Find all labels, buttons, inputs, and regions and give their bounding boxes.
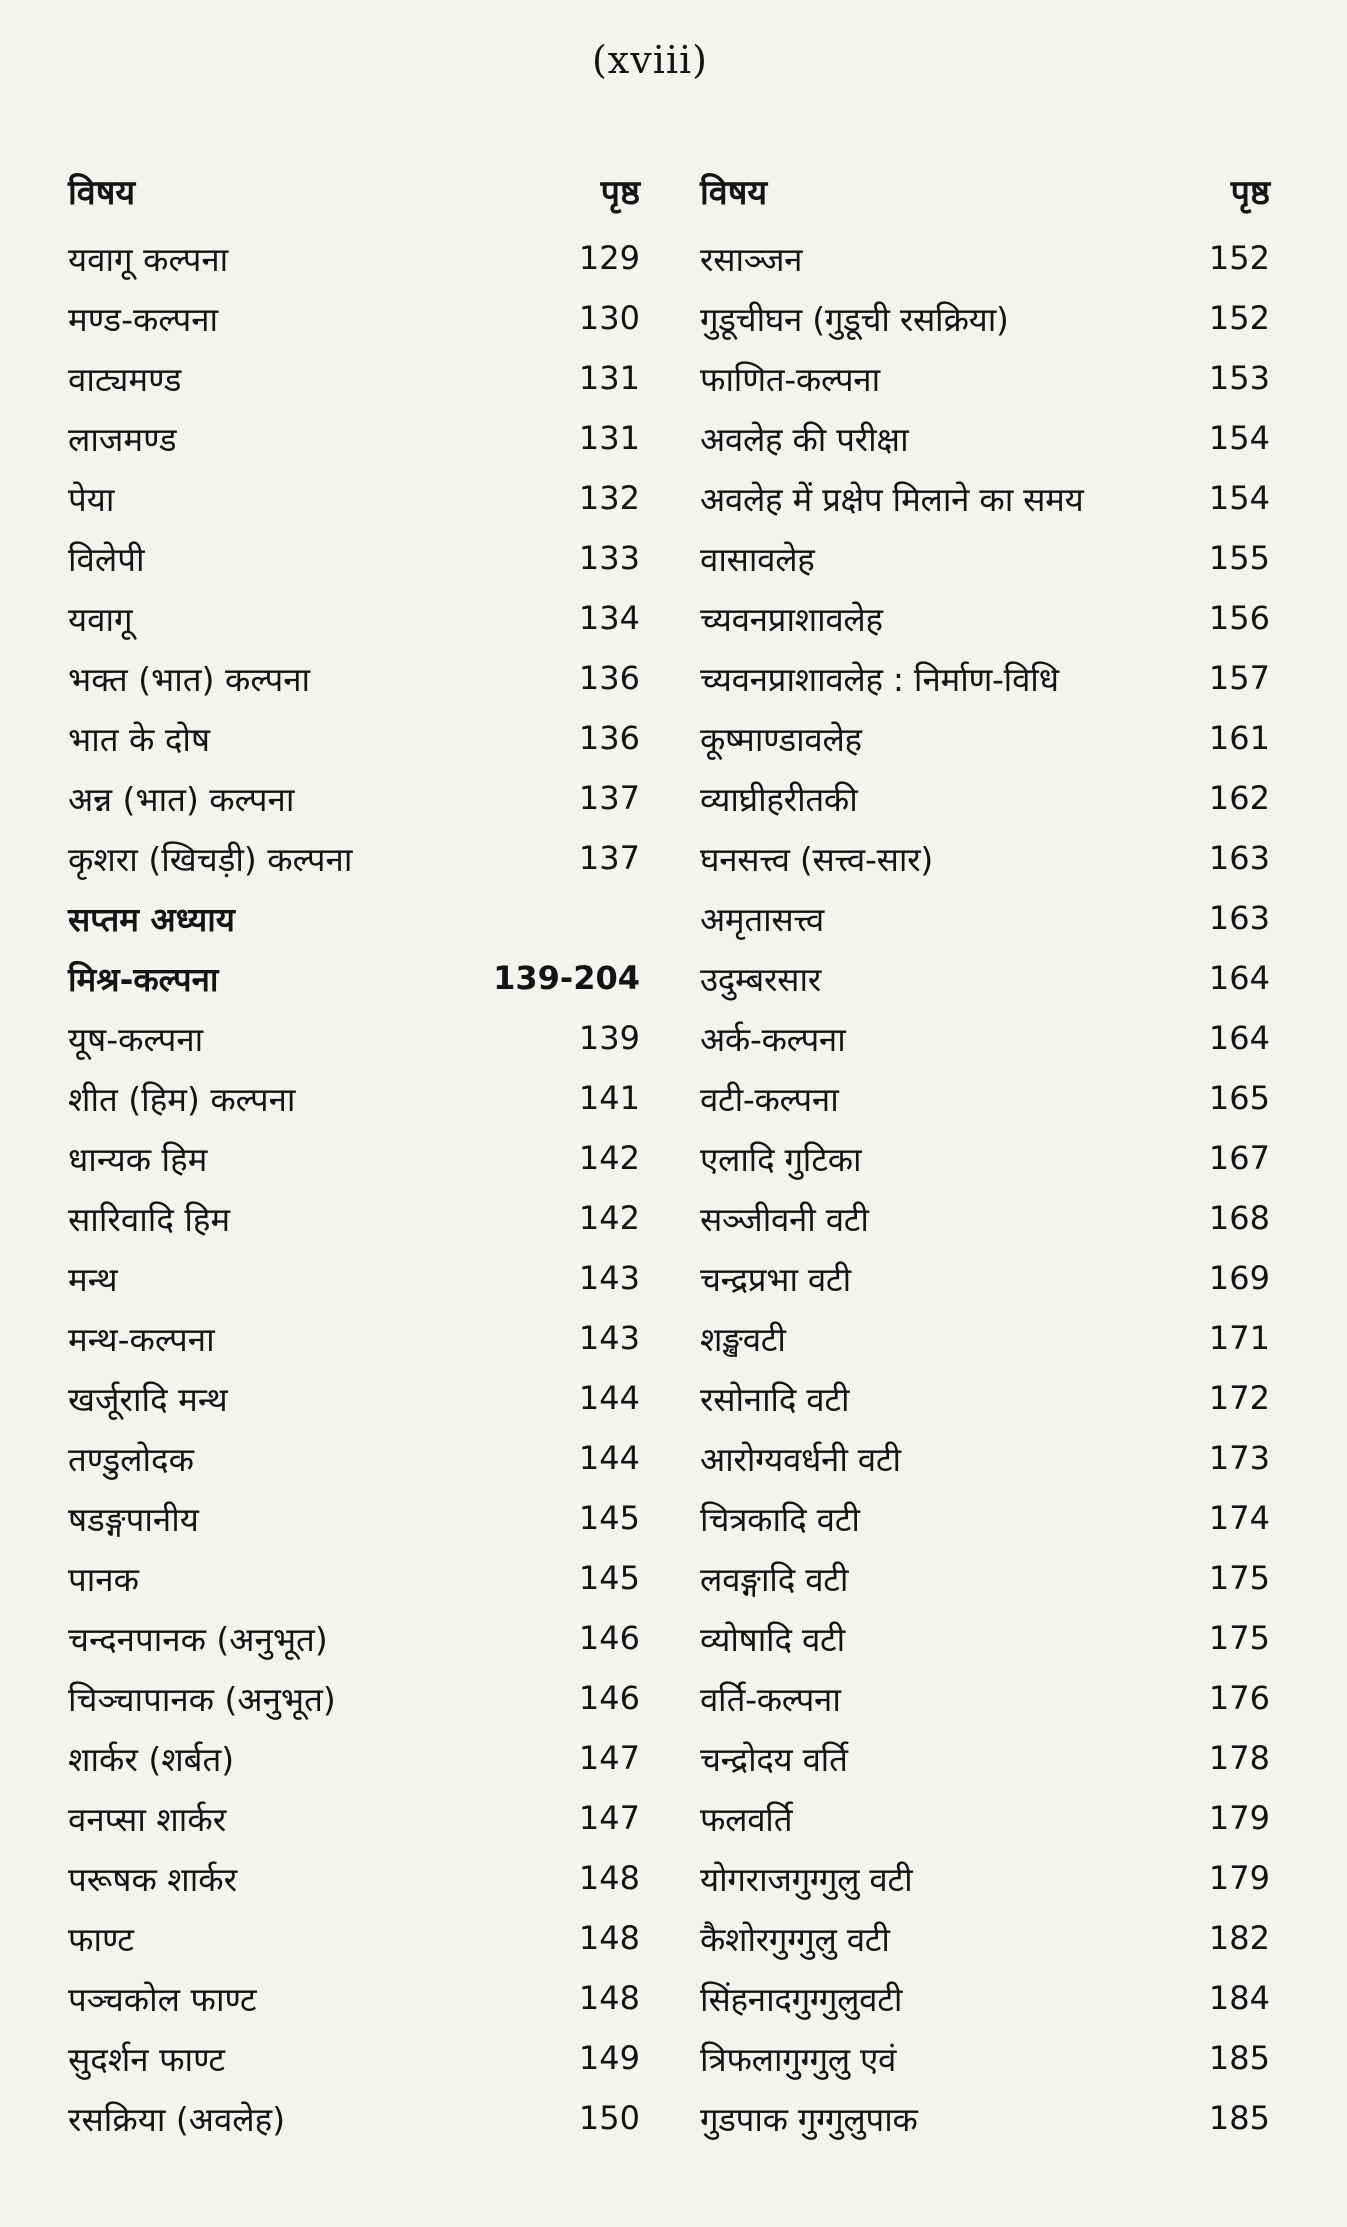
toc-row	[700, 948, 1270, 1008]
toc-row	[700, 588, 1270, 648]
toc-topic: भक्त (भात) कल्पना	[68, 659, 311, 699]
toc-row	[700, 1368, 1270, 1428]
toc-topic: व्याघ्रीहरीतकी	[700, 779, 858, 819]
toc-topic: चन्द्रप्रभा वटी	[700, 1259, 851, 1299]
toc-page-number: 154	[1208, 419, 1270, 457]
toc-row	[68, 288, 640, 348]
toc-row	[700, 1968, 1270, 2028]
toc-topic: परूषक शार्कर	[68, 1859, 238, 1899]
toc-page-number: 153	[1208, 359, 1270, 397]
toc-row	[68, 1668, 640, 1728]
toc-row	[700, 828, 1270, 888]
toc-page-number: 176	[1208, 1679, 1270, 1717]
toc-row	[700, 1308, 1270, 1368]
toc-topic: रसक्रिया (अवलेह)	[68, 2099, 286, 2139]
toc-topic: एलादि गुटिका	[700, 1139, 862, 1179]
toc-row	[700, 1068, 1270, 1128]
toc-row	[700, 1668, 1270, 1728]
toc-page-number: 137	[578, 779, 640, 817]
toc-topic: तण्डुलोदक	[68, 1439, 194, 1479]
toc-row	[700, 228, 1270, 288]
toc-topic: लाजमण्ड	[68, 419, 177, 459]
toc-row	[700, 708, 1270, 768]
toc-page-number: 152	[1208, 299, 1270, 337]
toc-topic: मन्थ	[68, 1259, 118, 1299]
toc-page-number: 146	[578, 1619, 640, 1657]
toc-topic: चन्दनपानक (अनुभूत)	[68, 1619, 328, 1659]
page-number: (xviii)	[591, 38, 708, 82]
toc-page-number: 129	[578, 239, 640, 277]
toc-topic: च्यवनप्राशावलेह : निर्माण-विधि	[700, 659, 1059, 699]
toc-page-number: 163	[1208, 839, 1270, 877]
toc-topic: शार्कर (शर्बत)	[68, 1739, 235, 1779]
toc-page-number: 162	[1208, 779, 1270, 817]
toc-page-number: 147	[578, 1799, 640, 1837]
toc-page-number: 178	[1208, 1739, 1270, 1777]
toc-row	[68, 648, 640, 708]
toc-topic: रसाञ्जन	[700, 239, 803, 279]
toc-row	[68, 1488, 640, 1548]
toc-page-number: 144	[578, 1379, 640, 1417]
toc-topic: कृशरा (खिचड़ी) कल्पना	[68, 839, 353, 879]
toc-entries	[700, 228, 1270, 2148]
toc-row	[700, 1608, 1270, 1668]
toc-page-number: 145	[578, 1499, 640, 1537]
toc-topic: सारिवादि हिम	[68, 1199, 231, 1239]
toc-row	[68, 468, 640, 528]
toc-entries	[68, 228, 640, 2148]
toc-topic: चिञ्चापानक (अनुभूत)	[68, 1679, 336, 1719]
toc-row	[700, 528, 1270, 588]
toc-page-number: 185	[1208, 2099, 1270, 2137]
toc-topic: वनप्सा शार्कर	[68, 1799, 227, 1839]
toc-topic: वर्ति-कल्पना	[700, 1679, 841, 1719]
toc-page-number: 182	[1208, 1919, 1270, 1957]
toc-topic: सुदर्शन फाण्ट	[68, 2039, 226, 2079]
toc-topic: अवलेह की परीक्षा	[700, 419, 909, 459]
toc-page-number: 143	[578, 1319, 640, 1357]
toc-page-number: 131	[578, 359, 640, 397]
toc-row	[68, 348, 640, 408]
toc-topic: पानक	[68, 1559, 139, 1599]
toc-page-number: 184	[1208, 1979, 1270, 2017]
toc-row	[68, 1788, 640, 1848]
toc-row	[68, 1608, 640, 1668]
toc-page-number: 164	[1208, 1019, 1270, 1057]
toc-page-number: 146	[578, 1679, 640, 1717]
toc-row	[700, 1908, 1270, 1968]
toc-topic: गुडूचीघन (गुडूची रसक्रिया)	[700, 299, 1009, 339]
toc-page-number: 131	[578, 419, 640, 457]
toc-topic: अर्क-कल्पना	[700, 1019, 846, 1059]
toc-row	[68, 588, 640, 648]
toc-header	[68, 168, 640, 228]
toc-page-number: 154	[1208, 479, 1270, 517]
toc-page-number: 179	[1208, 1859, 1270, 1897]
toc-row	[68, 1428, 640, 1488]
toc-topic: वासावलेह	[700, 539, 815, 579]
toc-topic: फाणित-कल्पना	[700, 359, 880, 399]
toc-page-number: 179	[1208, 1799, 1270, 1837]
toc-topic: षडङ्गपानीय	[68, 1499, 199, 1539]
toc-page-number: 152	[1208, 239, 1270, 277]
toc-page-number: 185	[1208, 2039, 1270, 2077]
toc-row	[700, 1008, 1270, 1068]
toc-topic: यूष-कल्पना	[68, 1019, 204, 1059]
page-header: पृष्ठ	[600, 173, 640, 213]
toc-row	[68, 1308, 640, 1368]
toc-topic: अवलेह में प्रक्षेप मिलाने का समय	[700, 479, 1084, 519]
toc-page-number: 145	[578, 1559, 640, 1597]
toc-page-number: 136	[578, 719, 640, 757]
toc-topic: धान्यक हिम	[68, 1139, 208, 1179]
toc-row	[700, 1728, 1270, 1788]
toc-page-number: 150	[578, 2099, 640, 2137]
toc-row	[68, 1128, 640, 1188]
toc-page-number: 157	[1208, 659, 1270, 697]
toc-row	[68, 1548, 640, 1608]
toc-row	[700, 768, 1270, 828]
toc-topic: अन्न (भात) कल्पना	[68, 779, 295, 819]
toc-page-number: 167	[1208, 1139, 1270, 1177]
toc-page-number: 130	[578, 299, 640, 337]
toc-topic: च्यवनप्राशावलेह	[700, 599, 883, 639]
toc-page-number: 161	[1208, 719, 1270, 757]
toc-page-number: 139-204	[493, 959, 640, 997]
toc-topic: कूष्माण्डावलेह	[700, 719, 862, 759]
toc-topic: यवागू कल्पना	[68, 239, 229, 279]
toc-row	[700, 1428, 1270, 1488]
toc-topic: सञ्जीवनी वटी	[700, 1199, 869, 1239]
toc-row	[68, 528, 640, 588]
toc-topic: फलवर्ति	[700, 1799, 793, 1839]
toc-row	[68, 948, 640, 1008]
toc-page-number: 139	[578, 1019, 640, 1057]
toc-right-column	[700, 168, 1270, 2148]
toc-page-number: 156	[1208, 599, 1270, 637]
toc-row	[68, 1188, 640, 1248]
toc-topic: उदुम्बरसार	[700, 959, 821, 999]
toc-row	[68, 768, 640, 828]
toc-row	[700, 408, 1270, 468]
toc-row	[68, 1848, 640, 1908]
toc-row	[700, 888, 1270, 948]
toc-row	[700, 468, 1270, 528]
toc-topic: चित्रकादि वटी	[700, 1499, 860, 1539]
toc-page-number: 175	[1208, 1619, 1270, 1657]
toc-topic: खर्जूरादि मन्थ	[68, 1379, 228, 1419]
toc-page-number: 134	[578, 599, 640, 637]
toc-page-number: 155	[1208, 539, 1270, 577]
toc-row	[700, 1548, 1270, 1608]
toc-page-number: 165	[1208, 1079, 1270, 1117]
toc-topic: कैशोरगुग्गुलु वटी	[700, 1919, 890, 1959]
toc-row	[700, 1128, 1270, 1188]
toc-page-number: 169	[1208, 1259, 1270, 1297]
toc-topic: पञ्चकोल फाण्ट	[68, 1979, 257, 2019]
toc-topic: वाट्यमण्ड	[68, 359, 182, 399]
toc-row	[700, 2088, 1270, 2148]
toc-row	[68, 1008, 640, 1068]
toc-topic: व्योषादि वटी	[700, 1619, 845, 1659]
toc-page-number: 142	[578, 1199, 640, 1237]
toc-row	[68, 408, 640, 468]
toc-row	[68, 1068, 640, 1128]
toc-topic: फाण्ट	[68, 1919, 134, 1959]
toc-page-number: 171	[1208, 1319, 1270, 1357]
toc-row	[700, 1248, 1270, 1308]
toc-row	[68, 228, 640, 288]
toc-header	[700, 168, 1270, 228]
toc-page-number: 148	[578, 1919, 640, 1957]
toc-page-number: 173	[1208, 1439, 1270, 1477]
toc-row	[700, 1188, 1270, 1248]
toc-topic: शङ्खवटी	[700, 1319, 786, 1359]
page-header: पृष्ठ	[1230, 173, 1270, 213]
toc-topic: लवङ्गादि वटी	[700, 1559, 849, 1599]
toc-page-number: 175	[1208, 1559, 1270, 1597]
toc-topic: चन्द्रोदय वर्ति	[700, 1739, 848, 1779]
toc-page-number: 164	[1208, 959, 1270, 997]
toc-row	[700, 648, 1270, 708]
toc-page-number: 136	[578, 659, 640, 697]
toc-topic: आरोग्यवर्धनी वटी	[700, 1439, 901, 1479]
toc-topic: त्रिफलागुग्गुलु एवं	[700, 2039, 897, 2079]
toc-page-number: 133	[578, 539, 640, 577]
toc-topic: भात के दोष	[68, 719, 211, 759]
toc-topic: विलेपी	[68, 539, 145, 579]
toc-row	[68, 1728, 640, 1788]
toc-page-number: 142	[578, 1139, 640, 1177]
toc-topic: वटी-कल्पना	[700, 1079, 839, 1119]
topic-header: विषय	[68, 173, 136, 213]
toc-row	[700, 1848, 1270, 1908]
toc-topic: गुडपाक गुग्गुलुपाक	[700, 2099, 918, 2139]
toc-topic: सप्तम अध्याय	[68, 899, 235, 939]
toc-row	[68, 2088, 640, 2148]
toc-page-number: 143	[578, 1259, 640, 1297]
toc-topic: अमृतासत्त्व	[700, 899, 824, 939]
toc-topic: शीत (हिम) कल्पना	[68, 1079, 296, 1119]
toc-page-number: 149	[578, 2039, 640, 2077]
toc-row	[700, 2028, 1270, 2088]
toc-topic: रसोनादि वटी	[700, 1379, 850, 1419]
toc-row	[700, 348, 1270, 408]
toc-row	[68, 1368, 640, 1428]
topic-header: विषय	[700, 173, 768, 213]
toc-row	[700, 1488, 1270, 1548]
toc-left-column	[68, 168, 640, 2148]
toc-page-number: 132	[578, 479, 640, 517]
toc-topic: योगराजगुग्गुलु वटी	[700, 1859, 913, 1899]
toc-topic: पेया	[68, 479, 115, 519]
toc-page-number: 141	[578, 1079, 640, 1117]
toc-page-number: 168	[1208, 1199, 1270, 1237]
toc-page-number: 172	[1208, 1379, 1270, 1417]
toc-topic: सिंहनादगुग्गुलुवटी	[700, 1979, 903, 2019]
toc-row	[68, 888, 640, 948]
toc-page-number: 137	[578, 839, 640, 877]
toc-page-number: 144	[578, 1439, 640, 1477]
toc-row	[68, 2028, 640, 2088]
toc-page-number: 174	[1208, 1499, 1270, 1537]
toc-topic: यवागू	[68, 599, 133, 639]
toc-row	[68, 708, 640, 768]
toc-page-number: 163	[1208, 899, 1270, 937]
toc-topic: मिश्र-कल्पना	[68, 959, 219, 999]
toc-topic: घनसत्त्व (सत्त्व-सार)	[700, 839, 933, 879]
toc-row	[700, 288, 1270, 348]
toc-row	[68, 1248, 640, 1308]
toc-page-number: 148	[578, 1859, 640, 1897]
toc-page-number: 147	[578, 1739, 640, 1777]
toc-topic: मन्थ-कल्पना	[68, 1319, 215, 1359]
toc-row	[68, 828, 640, 888]
toc-row	[700, 1788, 1270, 1848]
toc-row	[68, 1968, 640, 2028]
toc-topic: मण्ड-कल्पना	[68, 299, 219, 339]
toc-page-number: 148	[578, 1979, 640, 2017]
toc-row	[68, 1908, 640, 1968]
